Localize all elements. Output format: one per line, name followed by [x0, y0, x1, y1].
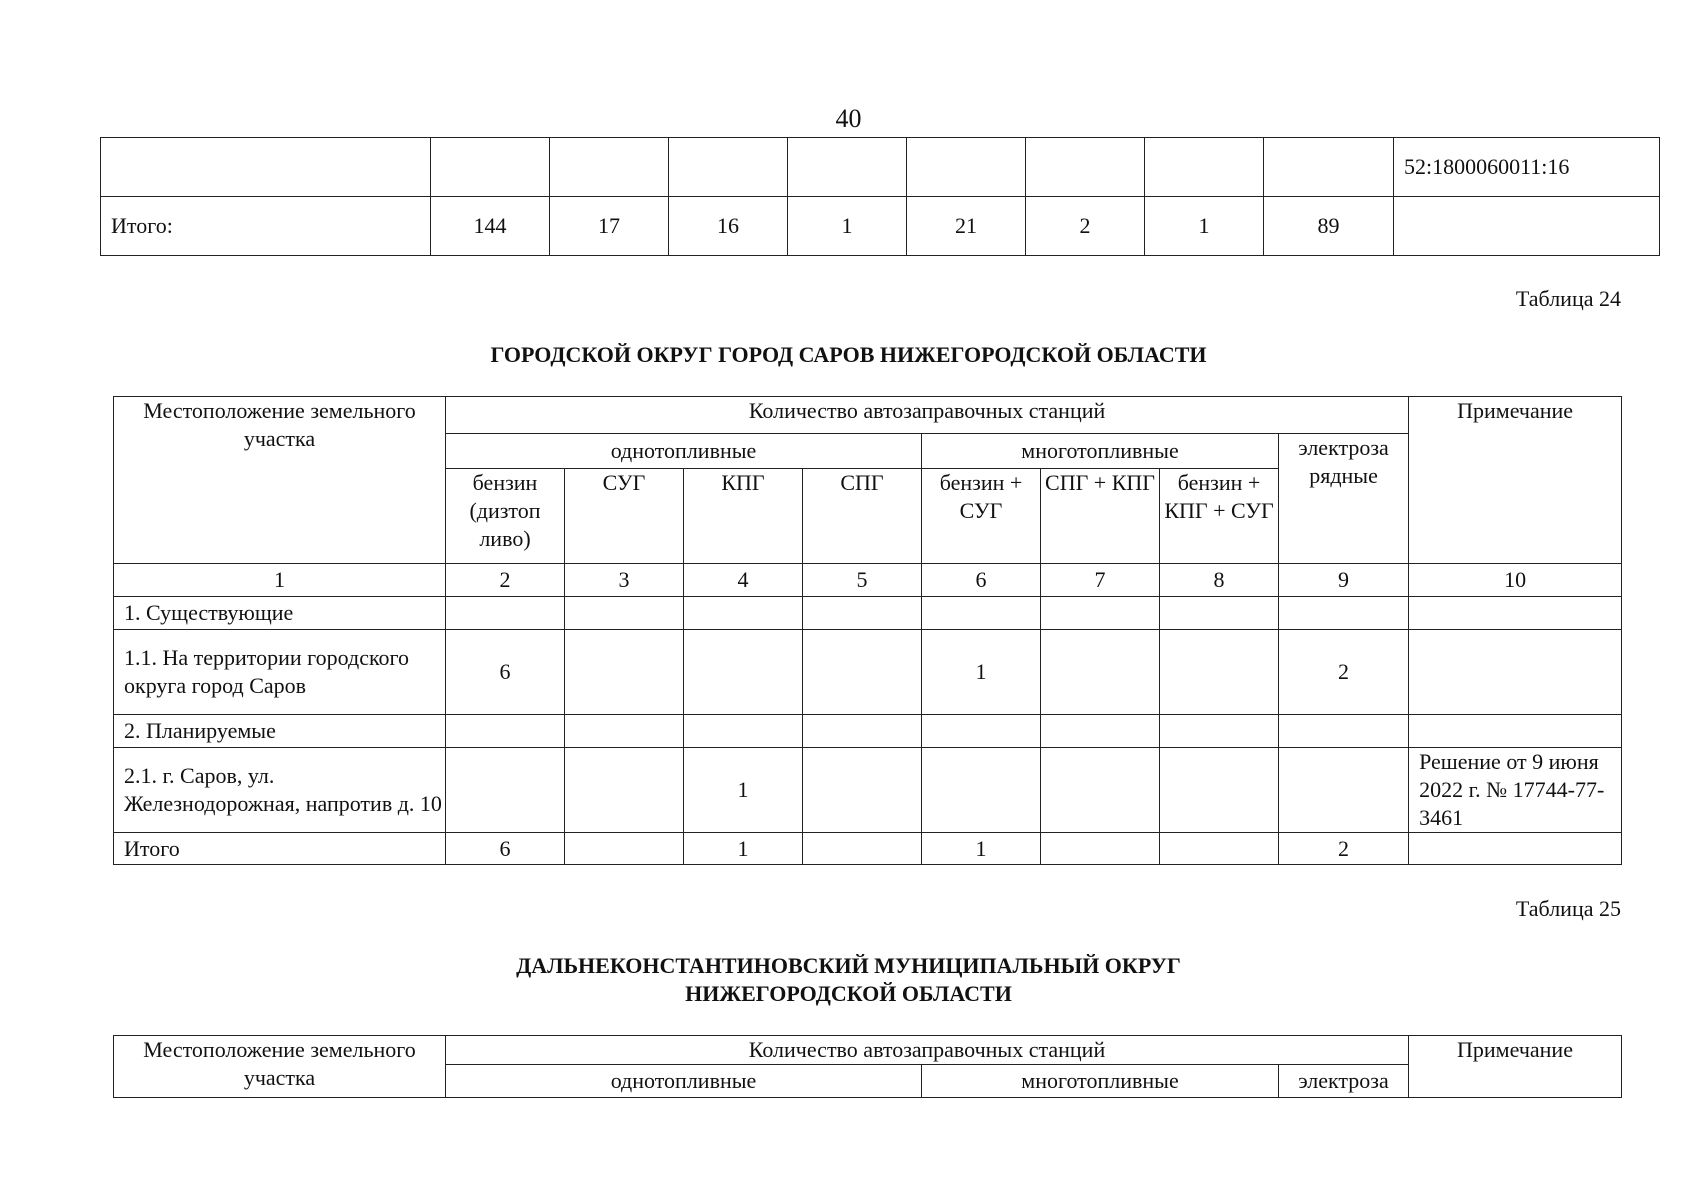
- row-note: Решение от 9 июня 2022 г. № 17744-77-3461: [1409, 748, 1622, 833]
- column-number: 9: [1279, 564, 1409, 597]
- table-row: [101, 197, 1660, 256]
- table-row: [114, 748, 1622, 833]
- header-row: [114, 1036, 1622, 1065]
- header-location: Местоположение земельного участка: [114, 1036, 446, 1098]
- table-row: [101, 138, 1660, 197]
- total-label: Итого:: [101, 197, 431, 256]
- header-single-fuel: однотопливные: [446, 434, 922, 469]
- cell-value: 1: [922, 833, 1041, 865]
- header-station-count: Количество автозаправочных станций: [446, 397, 1409, 434]
- column-number: 3: [565, 564, 684, 597]
- header-row: [114, 397, 1622, 434]
- column-number: 1: [114, 564, 446, 597]
- header-note: Примечание: [1409, 397, 1622, 564]
- total-value: 144: [431, 197, 550, 256]
- column-number: 7: [1041, 564, 1160, 597]
- table-24-label: Таблица 24: [1515, 286, 1621, 311]
- row-label: 2. Планируемые: [114, 715, 446, 748]
- total-value: 21: [907, 197, 1026, 256]
- cell-value: 6: [446, 630, 565, 715]
- column-number-row: [114, 564, 1622, 597]
- header-multi-fuel: многотопливные: [922, 434, 1279, 469]
- cell-value: 6: [446, 833, 565, 865]
- header-petrol: бензин (дизтоп ливо): [446, 469, 565, 564]
- table-25-label: Таблица 25: [1515, 896, 1621, 921]
- column-number: 5: [803, 564, 922, 597]
- table-25-title-line2: НИЖЕГОРОДСКОЙ ОБЛАСТИ: [685, 981, 1012, 1006]
- header-petrol-lpg: бензин + СУГ: [922, 469, 1041, 564]
- header-single-fuel: однотопливные: [446, 1065, 922, 1098]
- cell-value: 1: [684, 833, 803, 865]
- row-label: 1.1. На территории городского округа город Саров: [114, 630, 446, 715]
- row-label: Итого: [114, 833, 446, 865]
- table-row: [114, 597, 1622, 630]
- column-number: 2: [446, 564, 565, 597]
- header-note: Примечание: [1409, 1036, 1622, 1098]
- header-lpg: СУГ: [565, 469, 684, 564]
- row-label: 2.1. г. Саров, ул. Железнодорожная, напротив д. 10: [114, 748, 446, 833]
- cell-value: 2: [1279, 833, 1409, 865]
- table-24-title: ГОРОДСКОЙ ОКРУГ ГОРОД САРОВ НИЖЕГОРОДСКОЙ ОБЛАСТИ: [490, 342, 1207, 367]
- cell-value: 1: [684, 748, 803, 833]
- column-number: 4: [684, 564, 803, 597]
- table-24: [113, 396, 1622, 865]
- total-value: 16: [669, 197, 788, 256]
- header-lng-cng: СПГ + КПГ: [1041, 469, 1160, 564]
- table-25: [113, 1035, 1622, 1098]
- cell-value: 2: [1279, 630, 1409, 715]
- column-number: 6: [922, 564, 1041, 597]
- total-value: 1: [788, 197, 907, 256]
- header-lng: СПГ: [803, 469, 922, 564]
- header-cng: КПГ: [684, 469, 803, 564]
- table-25-title-line1: ДАЛЬНЕКОНСТАНТИНОВСКИЙ МУНИЦИПАЛЬНЫЙ ОКРУГ: [516, 953, 1181, 978]
- table-row: [114, 715, 1622, 748]
- header-station-count: Количество автозаправочных станций: [446, 1036, 1409, 1065]
- header-electric: электроза рядные: [1279, 434, 1409, 564]
- total-value: 1: [1145, 197, 1264, 256]
- column-number: 10: [1409, 564, 1622, 597]
- row-label: 1. Существующие: [114, 597, 446, 630]
- table-row: [114, 630, 1622, 715]
- table-row: [114, 833, 1622, 865]
- cell-value: 1: [922, 630, 1041, 715]
- header-location: Местоположение земельного участка: [114, 397, 446, 564]
- header-petrol-cng-lpg: бензин + КПГ + СУГ: [1160, 469, 1279, 564]
- prev-table: [100, 137, 1660, 256]
- total-value: 89: [1264, 197, 1394, 256]
- header-multi-fuel: многотопливные: [922, 1065, 1279, 1098]
- total-value: 2: [1026, 197, 1145, 256]
- column-number: 8: [1160, 564, 1279, 597]
- header-electric: электроза: [1279, 1065, 1409, 1098]
- total-value: 17: [550, 197, 669, 256]
- cadastral-number: 52:1800060011:16: [1394, 138, 1660, 197]
- page-number: 40: [835, 104, 862, 133]
